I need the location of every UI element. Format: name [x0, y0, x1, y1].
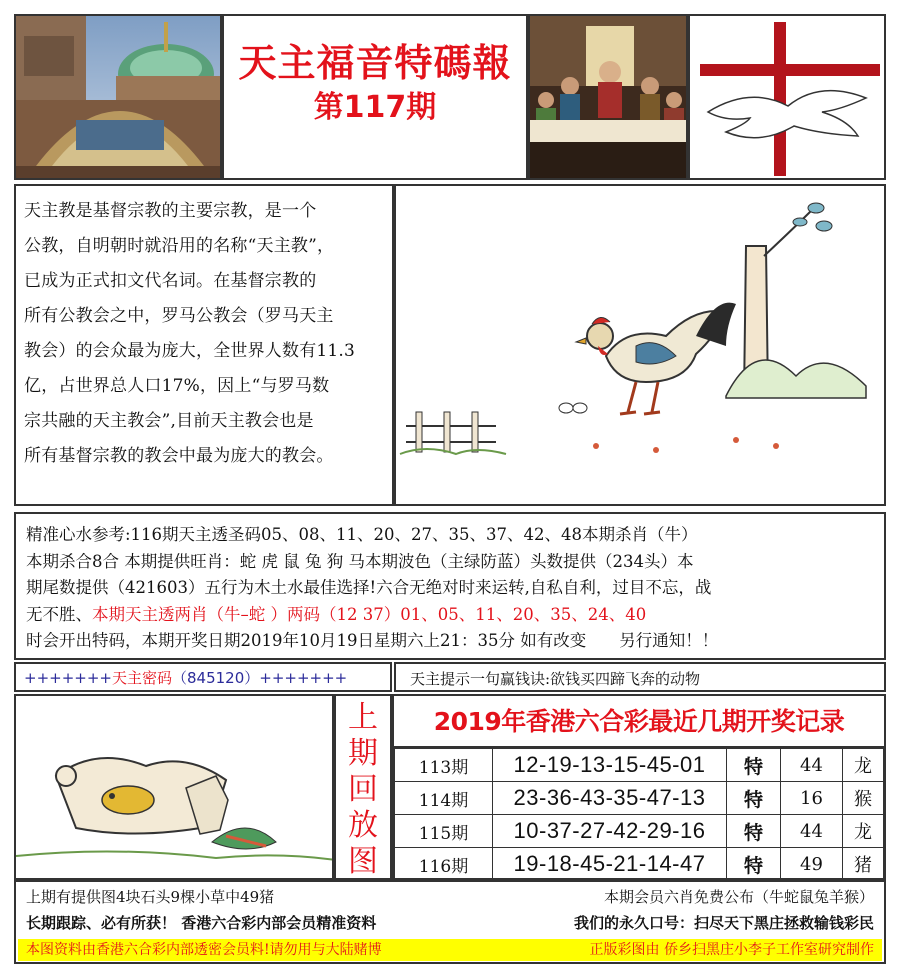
tip-text: 天主提示一句赢钱诀:欲钱买四蹄飞奔的动物	[410, 670, 701, 688]
period-cell: 113期	[395, 749, 493, 782]
info-line-4-highlight: 本期天主透两肖（牛–蛇 ）两码（12 37）01、05、11、20、35、24、40	[92, 604, 647, 624]
tip-bar	[394, 662, 886, 692]
intro-line: 所有公教会之中，罗马公教会（罗马天主	[24, 306, 334, 326]
secret-code-bar	[14, 662, 392, 692]
period-cell: 116期	[395, 848, 493, 881]
special-number-cell: 16	[781, 782, 843, 815]
page-title: 天主福音特碼報	[238, 41, 512, 85]
cathedral-photo	[14, 14, 222, 180]
period-cell: 114期	[395, 782, 493, 815]
footer-row-2	[26, 909, 874, 937]
zodiac-cell: 龙	[843, 749, 884, 782]
special-label-cell: 特	[727, 749, 781, 782]
zodiac-cell: 龙	[843, 815, 884, 848]
zodiac-cell: 猴	[843, 782, 884, 815]
tracking-slogan: 长期跟踪、必有所获！ 香港六合彩内部会员精准资料	[26, 914, 377, 932]
info-line-4-text: 无不胜、	[26, 604, 92, 624]
footer-row-1	[26, 885, 874, 909]
member-zodiacs: 本期会员六肖免费公布（牛蛇鼠兔羊猴）	[603, 888, 874, 906]
intro-line: 亿，占世界总人口17%，因上“与罗马数	[24, 376, 330, 396]
numbers-cell: 10-37-27-42-29-16	[493, 815, 727, 848]
numbers-cell: 19-18-45-21-14-47	[493, 848, 727, 881]
review-label-char: 期	[348, 736, 378, 771]
secret-code: （845120）	[172, 669, 260, 687]
stones-grass-illustration	[14, 694, 334, 880]
review-label-char: 放	[348, 808, 378, 843]
info-line-1: 精准心水参考:116期天主透圣码05、08、11、20、27、35、37、42、48本期杀肖（牛）	[26, 525, 698, 544]
results-grid	[394, 748, 884, 880]
secret-suffix: +++++++	[259, 669, 348, 687]
info-line-5: 时会开出特码，本期开奖日期2019年10月19日星期六上21：35分 如有改变 另行通知！！	[26, 631, 719, 650]
permanent-slogan: 我们的永久口号：扫尽天下黑庄拯救输钱彩民	[573, 914, 874, 932]
info-line-3: 期尾数提供（421603）五行为木土水最佳选择!六合无绝对时来运转,自私自利，过目不忘，战	[26, 578, 712, 597]
rooster-illustration	[394, 184, 886, 506]
cross-dove-logo	[688, 14, 886, 180]
disclaimer-bar	[18, 939, 882, 961]
last-period-review-label	[334, 694, 392, 880]
zodiac-cell: 猪	[843, 848, 884, 881]
review-label-char: 回	[348, 772, 378, 807]
issue-number: 第117期	[313, 90, 437, 125]
special-label-cell: 特	[727, 848, 781, 881]
results-heading: 2019年香港六合彩最近几期开奖记录	[394, 696, 884, 748]
credit-text: 正版彩图由 侨乡扫黑庄小李子工作室研究制作	[589, 942, 874, 958]
intro-line: 天主教是基督宗教的主要宗教，是一个	[24, 201, 317, 221]
period-cell: 115期	[395, 815, 493, 848]
secret-prefix: +++++++	[24, 669, 112, 687]
prediction-info-panel	[14, 512, 886, 660]
intro-line: 所有基督宗教的教会中最为庞大的教会。	[24, 446, 334, 466]
last-supper-painting	[528, 14, 688, 180]
review-label-char: 上	[348, 700, 378, 735]
special-label-cell: 特	[727, 815, 781, 848]
numbers-cell: 12-19-13-15-45-01	[493, 749, 727, 782]
intro-text-panel	[14, 184, 394, 506]
special-label-cell: 特	[727, 782, 781, 815]
info-line-4	[26, 602, 874, 629]
intro-line: 公教，自明朝时就沿用的名称“天主教”，	[24, 236, 335, 256]
intro-line: 宗共融的天主教会”,目前天主教会也是	[24, 411, 314, 431]
lottery-results-table	[392, 694, 886, 880]
review-label-char: 图	[348, 844, 378, 879]
info-line-2: 本期杀合8合 本期提供旺肖：蛇 虎 鼠 兔 狗 马本期波色（主绿防蓝）头数提供（234头）本	[26, 551, 694, 571]
footer-panel	[14, 880, 886, 964]
table-row	[395, 848, 884, 881]
intro-line: 教会）的会众最为庞大，全世界人数有11.3	[24, 341, 356, 361]
previous-hint: 上期有提供图4块石头9棵小草中49猪	[26, 888, 275, 906]
table-row	[395, 782, 884, 815]
special-number-cell: 49	[781, 848, 843, 881]
numbers-cell: 23-36-43-35-47-13	[493, 782, 727, 815]
disclaimer-text: 本图资料由香港六合彩内部透密会员料!请勿用与大陆赌博	[26, 942, 382, 958]
special-number-cell: 44	[781, 749, 843, 782]
special-number-cell: 44	[781, 815, 843, 848]
table-row	[395, 749, 884, 782]
title-panel	[222, 14, 528, 180]
secret-label: 天主密码	[111, 669, 172, 687]
intro-line: 已成为正式扣文代名词。在基督宗教的	[24, 271, 317, 291]
table-row	[395, 815, 884, 848]
